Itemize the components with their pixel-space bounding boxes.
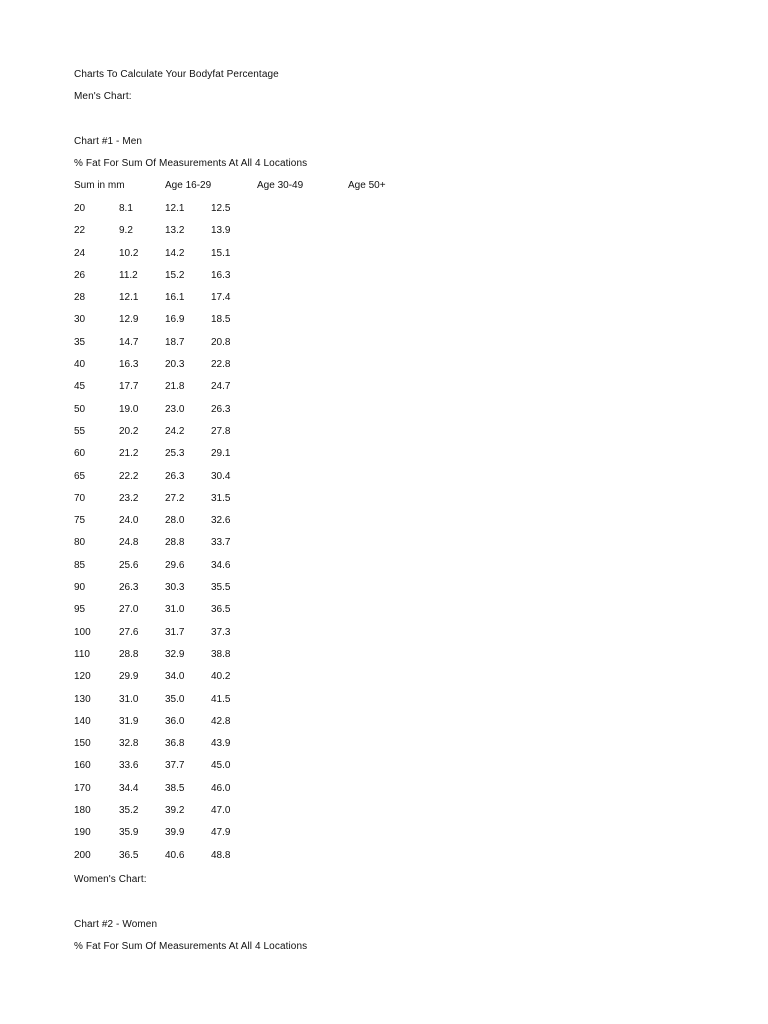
- table-cell: 25.3: [165, 448, 185, 460]
- table-row: [0, 292, 768, 314]
- table-cell: 100: [74, 626, 91, 638]
- table-cell: 32.6: [211, 515, 231, 527]
- table-row: [0, 760, 768, 782]
- table-row: [0, 270, 768, 292]
- table-cell: 39.9: [165, 827, 185, 839]
- table-cell: 28.8: [165, 537, 185, 549]
- table-cell: 180: [74, 805, 91, 817]
- table-row: [0, 337, 768, 359]
- table-cell: 190: [74, 827, 91, 839]
- table-cell: 12.1: [165, 203, 185, 214]
- table-cell: 35.5: [211, 582, 231, 594]
- table-cell: 23.2: [119, 492, 139, 504]
- table-cell: 35.0: [165, 693, 185, 705]
- table-cell: 29.9: [119, 671, 139, 683]
- table-cell: 38.5: [165, 782, 185, 794]
- table-cell: 110: [74, 648, 90, 660]
- table-row: [0, 515, 768, 537]
- table-cell: 15.2: [165, 269, 185, 281]
- table-row: [0, 203, 768, 225]
- table-cell: 22.8: [211, 359, 231, 371]
- table-cell: 16.3: [119, 359, 139, 371]
- table-cell: 31.0: [119, 693, 139, 705]
- mens-chart-label: Men's Chart:: [74, 91, 132, 102]
- document-title: Charts To Calculate Your Bodyfat Percentage: [74, 69, 279, 80]
- table-cell: 18.5: [211, 314, 231, 326]
- table-cell: 24.2: [165, 425, 185, 437]
- table-row: [0, 582, 768, 604]
- table-cell: 8.1: [119, 203, 133, 214]
- header-age-30-49: Age 30-49: [257, 180, 304, 191]
- table-cell: 26.3: [165, 470, 185, 482]
- table-cell: 37.7: [165, 760, 185, 772]
- table-cell: 30.3: [165, 582, 185, 594]
- table-row: [0, 850, 768, 872]
- table-cell: 75: [74, 515, 86, 527]
- womens-chart-label: Women's Chart:: [74, 874, 147, 885]
- table-cell: 45.0: [211, 760, 231, 772]
- table-cell: 80: [74, 537, 86, 549]
- table-cell: 18.7: [165, 336, 185, 348]
- table-cell: 21.2: [119, 448, 139, 460]
- table-cell: 170: [74, 782, 91, 794]
- table-row: [0, 827, 768, 849]
- table-cell: 95: [74, 604, 86, 616]
- table-cell: 27.8: [211, 425, 231, 437]
- table-cell: 17.7: [119, 381, 139, 393]
- table-cell: 34.6: [211, 559, 231, 571]
- table-cell: 27.6: [119, 626, 139, 638]
- table-row: [0, 805, 768, 827]
- table-cell: 31.9: [119, 715, 139, 727]
- chart1-header-row: [0, 180, 768, 192]
- table-row: [0, 716, 768, 738]
- table-cell: 40.2: [211, 671, 231, 683]
- table-row: [0, 694, 768, 716]
- table-cell: 35.9: [119, 827, 139, 839]
- table-cell: 30.4: [211, 470, 231, 482]
- header-sum-in-mm: Sum in mm: [74, 180, 125, 191]
- table-cell: 22.2: [119, 470, 139, 482]
- table-row: [0, 783, 768, 805]
- table-cell: 24: [74, 247, 86, 259]
- header-age-16-29: Age 16-29: [165, 180, 212, 191]
- table-row: [0, 225, 768, 247]
- table-cell: 17.4: [211, 292, 231, 304]
- table-cell: 9.2: [119, 225, 133, 237]
- table-row: [0, 471, 768, 493]
- chart2-subtitle: % Fat For Sum Of Measurements At All 4 Locations: [74, 941, 308, 952]
- table-cell: 30: [74, 314, 86, 326]
- table-row: [0, 671, 768, 693]
- table-cell: 20: [74, 203, 86, 214]
- table-row: [0, 381, 768, 403]
- table-cell: 12.5: [211, 203, 231, 214]
- chart1-subtitle: % Fat For Sum Of Measurements At All 4 Locations: [74, 158, 308, 169]
- table-row: [0, 493, 768, 515]
- table-cell: 28: [74, 292, 86, 304]
- table-row: [0, 314, 768, 336]
- table-cell: 14.7: [119, 336, 139, 348]
- table-cell: 47.9: [211, 827, 231, 839]
- table-cell: 24.0: [119, 515, 139, 527]
- table-cell: 24.8: [119, 537, 139, 549]
- table-cell: 90: [74, 582, 86, 594]
- table-cell: 25.6: [119, 559, 139, 571]
- table-cell: 35.2: [119, 805, 139, 817]
- table-cell: 150: [74, 738, 91, 750]
- table-cell: 60: [74, 448, 86, 460]
- table-cell: 40.6: [165, 849, 185, 861]
- table-cell: 65: [74, 470, 86, 482]
- table-cell: 10.2: [119, 247, 139, 259]
- table-cell: 85: [74, 559, 86, 571]
- table-cell: 24.7: [211, 381, 231, 393]
- table-cell: 20.2: [119, 425, 139, 437]
- table-row: [0, 448, 768, 470]
- table-cell: 31.7: [165, 626, 185, 638]
- table-cell: 26: [74, 269, 86, 281]
- table-cell: 120: [74, 671, 91, 683]
- table-cell: 13.2: [165, 225, 185, 237]
- table-cell: 28.8: [119, 648, 139, 660]
- table-cell: 39.2: [165, 805, 185, 817]
- table-cell: 36.8: [165, 738, 185, 750]
- table-cell: 23.0: [165, 403, 185, 415]
- table-cell: 27.2: [165, 492, 185, 504]
- table-cell: 13.9: [211, 225, 231, 237]
- table-cell: 15.1: [211, 247, 231, 259]
- table-cell: 31.0: [165, 604, 185, 616]
- table-cell: 31.5: [211, 492, 231, 504]
- table-cell: 26.3: [119, 582, 139, 594]
- table-cell: 200: [74, 849, 91, 861]
- table-cell: 32.8: [119, 738, 139, 750]
- chart1-table-body: [0, 203, 768, 872]
- header-age-50-plus: Age 50+: [348, 180, 386, 191]
- table-cell: 34.4: [119, 782, 139, 794]
- table-cell: 45: [74, 381, 86, 393]
- table-cell: 11.2: [119, 269, 138, 281]
- table-cell: 29.1: [211, 448, 231, 460]
- table-cell: 55: [74, 425, 86, 437]
- table-cell: 50: [74, 403, 86, 415]
- table-row: [0, 426, 768, 448]
- table-cell: 19.0: [119, 403, 139, 415]
- table-cell: 16.9: [165, 314, 185, 326]
- table-cell: 46.0: [211, 782, 231, 794]
- table-cell: 26.3: [211, 403, 231, 415]
- table-cell: 27.0: [119, 604, 139, 616]
- table-row: [0, 604, 768, 626]
- table-cell: 38.8: [211, 648, 231, 660]
- table-cell: 20.8: [211, 336, 231, 348]
- table-row: [0, 404, 768, 426]
- table-cell: 40: [74, 359, 86, 371]
- table-cell: 21.8: [165, 381, 185, 393]
- table-cell: 33.6: [119, 760, 139, 772]
- table-cell: 48.8: [211, 849, 231, 861]
- table-cell: 12.9: [119, 314, 139, 326]
- table-cell: 16.3: [211, 269, 231, 281]
- table-row: [0, 560, 768, 582]
- table-cell: 42.8: [211, 715, 231, 727]
- table-cell: 37.3: [211, 626, 231, 638]
- table-cell: 22: [74, 225, 86, 237]
- table-cell: 32.9: [165, 648, 185, 660]
- table-cell: 36.0: [165, 715, 185, 727]
- table-cell: 20.3: [165, 359, 185, 371]
- table-cell: 33.7: [211, 537, 231, 549]
- table-cell: 36.5: [211, 604, 231, 616]
- table-cell: 130: [74, 693, 91, 705]
- table-cell: 35: [74, 336, 86, 348]
- chart2-title: Chart #2 - Women: [74, 919, 158, 930]
- table-cell: 47.0: [211, 805, 231, 817]
- table-cell: 140: [74, 715, 91, 727]
- table-cell: 12.1: [119, 292, 139, 304]
- table-cell: 14.2: [165, 247, 185, 259]
- table-cell: 16.1: [165, 292, 185, 304]
- table-cell: 36.5: [119, 849, 139, 861]
- table-cell: 29.6: [165, 559, 185, 571]
- table-row: [0, 359, 768, 381]
- table-row: [0, 649, 768, 671]
- table-row: [0, 537, 768, 559]
- table-cell: 28.0: [165, 515, 185, 527]
- table-row: [0, 627, 768, 649]
- table-cell: 43.9: [211, 738, 231, 750]
- table-cell: 70: [74, 492, 86, 504]
- table-row: [0, 248, 768, 270]
- table-row: [0, 738, 768, 760]
- table-cell: 34.0: [165, 671, 185, 683]
- table-cell: 41.5: [211, 693, 231, 705]
- chart1-title: Chart #1 - Men: [74, 136, 143, 147]
- table-cell: 160: [74, 760, 91, 772]
